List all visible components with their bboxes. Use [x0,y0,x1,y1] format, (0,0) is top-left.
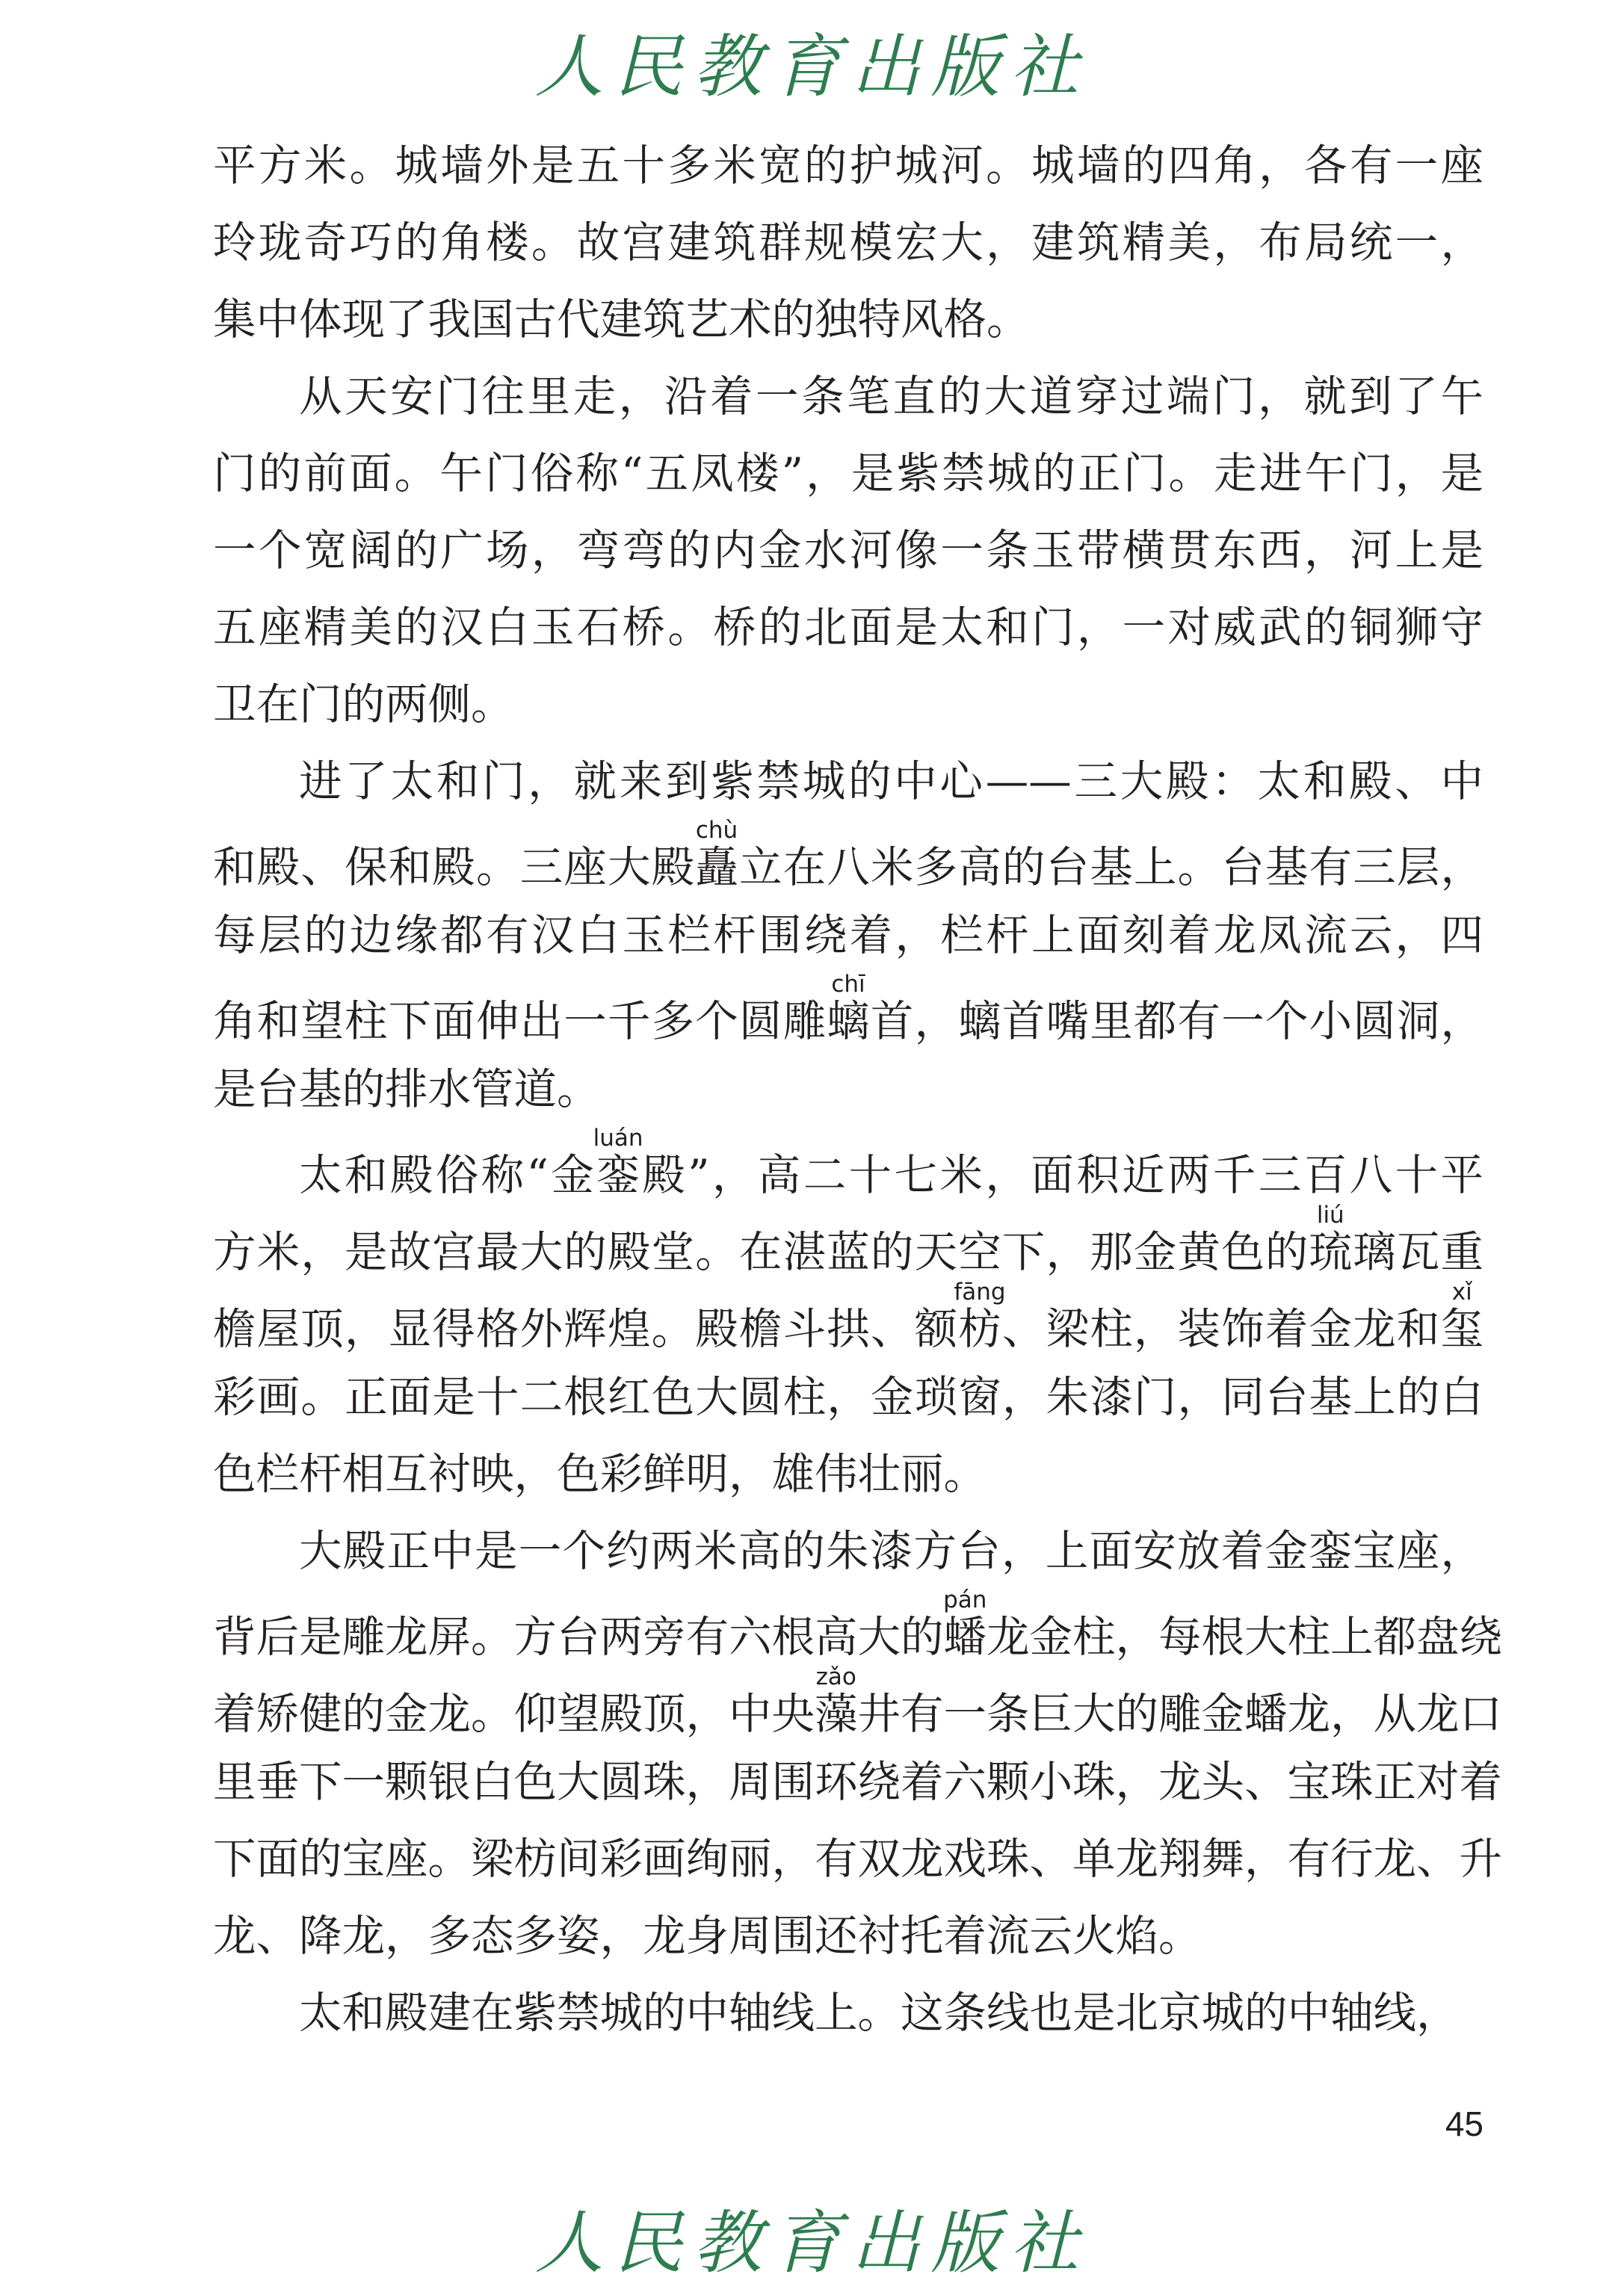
text-line: 从天安门往里走，沿着一条笔直的大道穿过端门，就到了午 [299,371,1483,421]
paragraph [213,358,1483,743]
page-number: 45 [1445,2104,1483,2143]
pinyin-annotation: luán [593,1125,643,1152]
text-line: 五座精美的汉白玉石桥。桥的北面是太和门，一对威武的铜狮守 [213,602,1483,652]
text-line: 龙、降龙，多态多姿，龙身周围还衬托着流云火焰。 [213,1911,1202,1961]
pinyin-annotation: chù [695,817,738,844]
pinyin-annotation: fāng [954,1279,1006,1306]
text-line: 背后是雕龙屏。方台两旁有六根高大的蟠pán龙金柱，每根大柱上都盘绕 [213,1587,1502,1662]
pinyin-annotated-character: 藻zǎo [815,1664,858,1739]
pinyin-annotation: pán [943,1587,987,1613]
paragraph [213,743,1483,1128]
pinyin-annotated-character: 玺xǐ [1440,1279,1484,1354]
text-line: 大殿正中是一个约两米高的朱漆方台，上面安放着金銮宝座， [299,1526,1483,1576]
paragraph [213,1125,1484,1513]
text-line: 太和殿建在紫禁城的中轴线上。这条线也是北京城的中轴线， [299,1988,1460,2038]
paragraph [213,1513,1502,1974]
text-line: 玲珑奇巧的角楼。故宫建筑群规模宏大，建筑精美，布局统一， [213,217,1483,268]
text-line: 着矫健的金龙。仰望殿顶，中央藻zǎo井有一条巨大的雕金蟠龙，从龙口 [213,1664,1502,1739]
pinyin-annotation: chī [827,971,870,998]
text-line: 进了太和门，就来到紫禁城的中心——三大殿：太和殿、中 [299,756,1483,806]
text-line: 方米，是故宫最大的殿堂。在湛蓝的天空下，那金黄色的琉liú璃瓦重 [213,1202,1484,1277]
text-line: 一个宽阔的广场，弯弯的内金水河像一条玉带横贯东西，河上是 [213,525,1483,575]
pinyin-annotation: liú [1309,1202,1353,1229]
text-line: 彩画。正面是十二根红色大圆柱，金琐窗，朱漆门，同台基上的白 [213,1372,1483,1422]
text-line: 太和殿俗称“金銮luán殿”，高二十七米，面积近两千三百八十平 [299,1125,1483,1200]
publisher-watermark-bottom: 人民教育出版社 [534,2203,1090,2283]
text-line: 色栏杆相互衬映，色彩鲜明，雄伟壮丽。 [213,1449,987,1499]
text-line: 和殿、保和殿。三座大殿矗chù立在八米多高的台基上。台基有三层， [213,817,1484,892]
pinyin-annotated-character: 銮luán [593,1125,643,1200]
paragraph [213,1974,1483,2051]
text-line: 卫在门的两侧。 [213,679,514,729]
text-line: 下面的宝座。梁枋间彩画绚丽，有双龙戏珠、单龙翔舞，有行龙、升 [213,1834,1502,1884]
pinyin-annotated-character: 螭chī [827,971,871,1046]
text-line: 每层的边缘都有汉白玉栏杆围绕着，栏杆上面刻着龙凤流云，四 [213,910,1483,960]
text-line: 檐屋顶，显得格外辉煌。殿檐斗拱、额枋fāng、梁柱，装饰着金龙和玺xǐ [213,1279,1484,1354]
text-line: 里垂下一颗银白色大圆珠，周围环绕着六颗小珠，龙头、宝珠正对着 [213,1757,1502,1807]
publisher-watermark-top: 人民教育出版社 [534,27,1090,107]
paragraph [213,127,1483,358]
text-line: 门的前面。午门俗称“五凤楼”，是紫禁城的正门。走进午门，是 [213,448,1483,498]
text-line: 平方米。城墙外是五十多米宽的护城河。城墙的四角，各有一座 [213,140,1483,191]
text-line: 是台基的排水管道。 [213,1064,600,1114]
pinyin-annotated-character: 枋fāng [954,1279,1006,1354]
text-line: 角和望柱下面伸出一千多个圆雕螭chī首，螭首嘴里都有一个小圆洞， [213,971,1484,1046]
pinyin-annotated-character: 琉liú [1309,1202,1353,1277]
pinyin-annotated-character: 蟠pán [943,1587,987,1662]
pinyin-annotated-character: 矗chù [695,817,739,892]
pinyin-annotation: xǐ [1440,1279,1484,1306]
text-line: 集中体现了我国古代建筑艺术的独特风格。 [213,294,1030,345]
pinyin-annotation: zǎo [815,1664,858,1690]
article-body [213,127,1502,2051]
